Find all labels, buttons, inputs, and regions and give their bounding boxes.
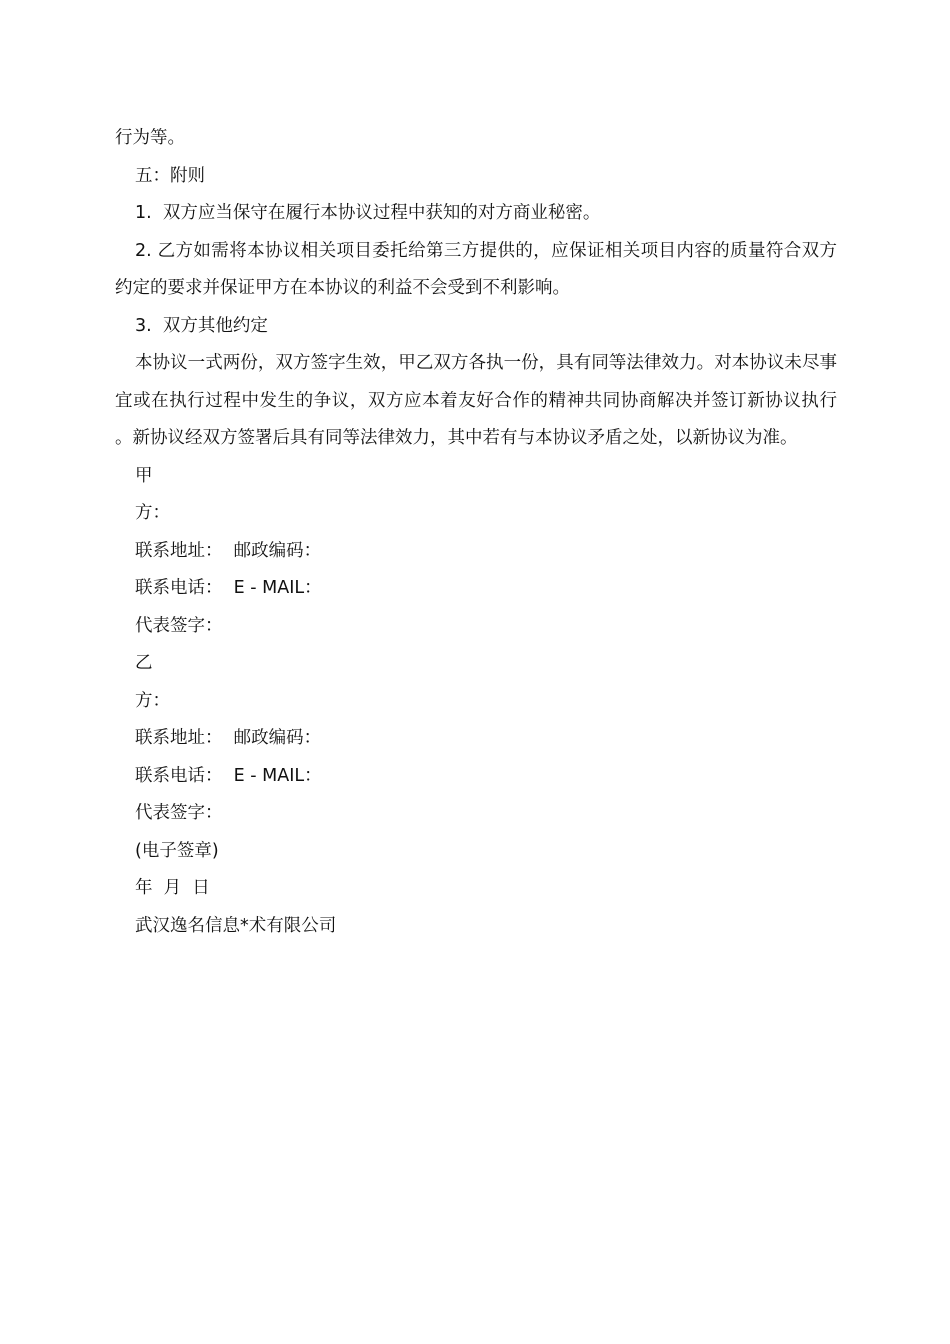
party-a-block (115, 458, 837, 646)
list-item: 1. 双方应当保守在履行本协议过程中获知的对方商业秘密。 (135, 203, 601, 223)
party-b-signature: 代表签字： (135, 803, 223, 823)
party-a-label: 甲 (135, 465, 153, 486)
party-b-phone: 联系电话： E - MAIL： (135, 765, 322, 786)
section-title: 五：附则 (135, 165, 205, 186)
list-item: 2. 乙方如需将本协议相关项目委托给第三方提供的，应保证相关项目内容的质量符合双方约定的要求并保证甲方在本协议的利益不会受到不利影响。 (115, 240, 837, 298)
party-a-signature: 代表签字： (135, 615, 223, 636)
seal-note: (电子签章) (135, 840, 219, 861)
party-b-label: 乙 (135, 653, 153, 673)
party-a-phone: 联系电话： E - MAIL： (135, 578, 322, 598)
party-b-label-suffix: 方： (135, 690, 170, 711)
party-a-address: 联系地址： 邮政编码： (135, 540, 322, 561)
company-name: 武汉逸名信息*术有限公司 (135, 915, 337, 936)
continuation-text: 行为等。 (115, 128, 185, 148)
party-a-label-suffix: 方： (135, 503, 170, 523)
party-b-block (115, 645, 837, 833)
party-b-address: 联系地址： 邮政编码： (135, 728, 322, 748)
closing-paragraph: 本协议一式两份，双方签字生效，甲乙双方各执一份，具有同等法律效力。对本协议未尽事宜或在执行过程中发生的争议，双方应本着友好合作的精神共同协商解决并签订新协议执行 。新协议经双方签署后具有同等法律效力，其中若有与本协议矛盾之处，以新协议为准。 (115, 353, 837, 448)
list-item: 3. 双方其他约定 (135, 315, 268, 336)
document-body (115, 120, 837, 945)
date-line: 年 月 日 (135, 878, 210, 898)
